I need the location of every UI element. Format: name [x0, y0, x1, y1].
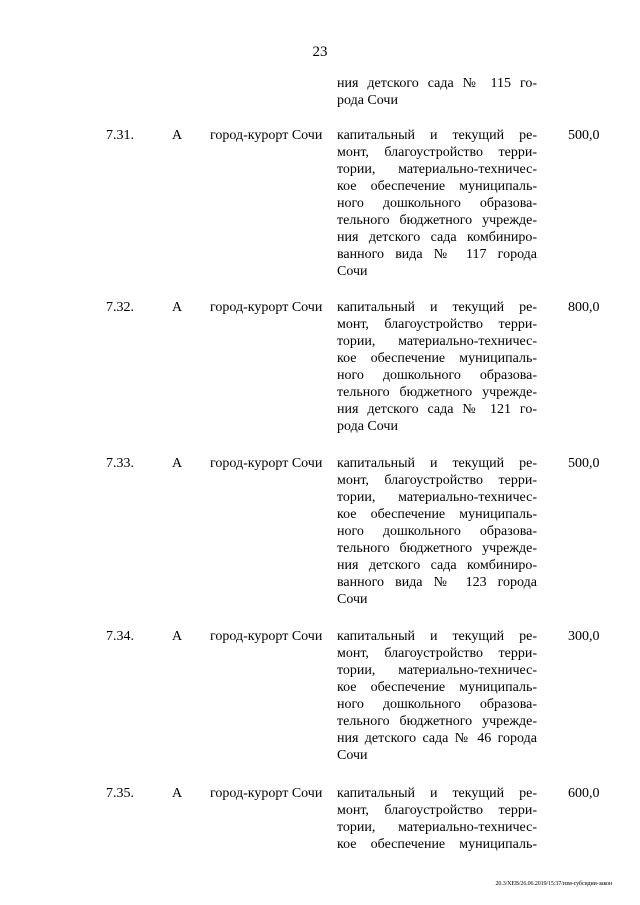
description-line: монт, благоустройство терри- — [337, 145, 537, 160]
description-line: кое обеспечение муниципаль- — [337, 351, 537, 366]
row-number: 7.31. — [106, 128, 134, 143]
description-line: ного дошкольного образова- — [337, 524, 537, 539]
row-municipality: город-курорт Сочи — [210, 300, 323, 315]
row-number: 7.33. — [106, 456, 134, 471]
description-line: ного дошкольного образова- — [337, 196, 537, 211]
description-line: тории, материально-техничес- — [337, 490, 537, 505]
description-line: монт, благоустройство терри- — [337, 803, 537, 818]
row-amount: 500,0 — [568, 456, 600, 471]
row-amount: 800,0 — [568, 300, 600, 315]
row-number: 7.34. — [106, 629, 134, 644]
description-line: капитальный и текущий ре- — [337, 629, 537, 644]
row-description — [337, 127, 537, 280]
description-line: кое обеспечение муниципаль- — [337, 179, 537, 194]
description-line: монт, благоустройство терри- — [337, 646, 537, 661]
description-line: капитальный и текущий ре- — [337, 786, 537, 801]
row-category: А — [172, 128, 183, 143]
description-line: монт, благоустройство терри- — [337, 317, 537, 332]
description-line: тельного бюджетного учрежде- — [337, 541, 537, 556]
description-line: кое обеспечение муниципаль- — [337, 507, 537, 522]
description-line: ния детского сада № 115 го- — [337, 76, 537, 91]
description-line: капитальный и текущий ре- — [337, 128, 537, 143]
description-line: монт, благоустройство терри- — [337, 473, 537, 488]
description-line: ного дошкольного образова- — [337, 697, 537, 712]
description-line: капитальный и текущий ре- — [337, 300, 537, 315]
description-line: рода Сочи — [337, 93, 398, 108]
row-municipality: город-курорт Сочи — [210, 128, 323, 143]
description-line: ния детского сада комбиниро- — [337, 230, 537, 245]
description-line: ния детского сада № 46 города — [337, 731, 537, 746]
row-amount: 300,0 — [568, 629, 600, 644]
description-line: тории, материально-техничес- — [337, 820, 537, 835]
description-line: Сочи — [337, 264, 368, 279]
description-line: ванного вида № 117 города — [337, 247, 537, 262]
row-description — [337, 299, 537, 435]
description-line: тельного бюджетного учрежде- — [337, 385, 537, 400]
page-number: 23 — [312, 44, 328, 60]
description-line: кое обеспечение муниципаль- — [337, 837, 537, 852]
description-line: тории, материально-техничес- — [337, 663, 537, 678]
description-line: тельного бюджетного учрежде- — [337, 213, 537, 228]
document-footer: 20.3/ХЕВ/26.06.2019/15:37/изм-субсидии-закон — [495, 881, 612, 887]
description-line: ванного вида № 123 города — [337, 575, 537, 590]
description-line: Сочи — [337, 592, 368, 607]
description-line: Сочи — [337, 748, 368, 763]
row-number: 7.32. — [106, 300, 134, 315]
description-line: капитальный и текущий ре- — [337, 456, 537, 471]
row-municipality: город-курорт Сочи — [210, 629, 323, 644]
row-category: А — [172, 629, 183, 644]
row-category: А — [172, 456, 183, 471]
row-amount: 600,0 — [568, 786, 600, 801]
row-amount: 500,0 — [568, 128, 600, 143]
row-category: А — [172, 300, 183, 315]
description-line: тельного бюджетного учрежде- — [337, 714, 537, 729]
description-line: ния детского сада № 121 го- — [337, 402, 537, 417]
row-number: 7.35. — [106, 786, 134, 801]
description-line: рода Сочи — [337, 419, 398, 434]
row-description — [337, 628, 537, 764]
row-municipality: город-курорт Сочи — [210, 786, 323, 801]
description-line: тории, материально-техничес- — [337, 162, 537, 177]
description-line: ния детского сада комбиниро- — [337, 558, 537, 573]
description-line: кое обеспечение муниципаль- — [337, 680, 537, 695]
description-line: тории, материально-техничес- — [337, 334, 537, 349]
row-category: А — [172, 786, 183, 801]
row-municipality: город-курорт Сочи — [210, 456, 323, 471]
description-line: ного дошкольного образова- — [337, 368, 537, 383]
row-description — [337, 785, 537, 853]
row-description — [337, 455, 537, 608]
continued-description — [337, 75, 537, 109]
